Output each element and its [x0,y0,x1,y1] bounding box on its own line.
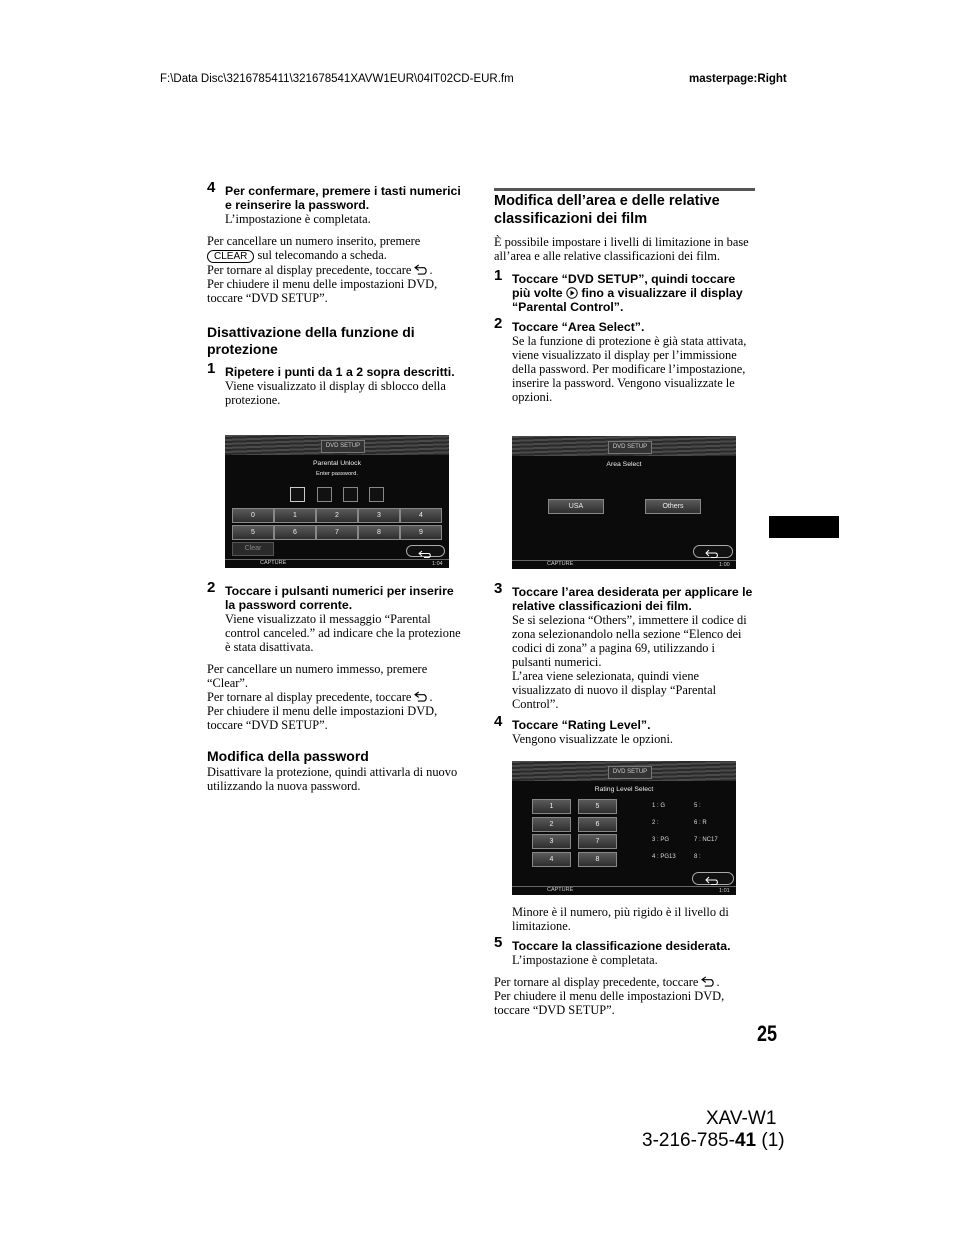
step-instruction [512,272,756,314]
note-text: sul telecomando a scheda. [257,248,387,262]
screen-footer-line [512,560,736,561]
password-box [343,487,358,502]
note-clear-2 [207,662,467,732]
note-text: Per chiudere il menu delle impostazioni DVD, toccare “DVD SETUP”. [207,704,438,732]
right-column-lower [494,905,756,1017]
time-label: 1:01 [719,888,730,894]
rating-label: 2 : [652,820,659,826]
rating-button-2[interactable]: 2 [532,817,571,832]
rating-label: 5 : [694,803,701,809]
product-code [642,1130,785,1152]
screen-footer-line [512,886,736,887]
clear-button[interactable]: Clear [232,542,274,556]
code-part: 3-216-785- [642,1130,735,1151]
screen-subtitle: Enter password. [316,471,358,477]
section-thumb-tab [769,516,839,538]
step-result: L’impostazione è completata. [225,212,371,226]
note-text: . [716,975,720,989]
screen-footer-line [225,559,449,560]
password-box [290,487,305,502]
note-text: Per tornare al display precedente, toccare [207,690,412,704]
left-column-lower [207,579,467,793]
rating-label: 6 : R [694,820,707,826]
step-result: Se si seleziona “Others”, immettere il codice di zona selezionandolo nella sezione “Elenco dei codici di zona” a pagina 69, utilizzando i pulsanti numerici. [512,613,747,669]
back-button[interactable] [406,545,445,557]
rating-button-8[interactable]: 8 [578,852,617,867]
others-button[interactable]: Others [645,499,701,514]
step-1 [207,360,467,407]
capture-label: CAPTURE [547,561,574,567]
code-part: 41 [734,1130,757,1151]
key-3[interactable]: 3 [358,508,400,523]
dvd-setup-tab[interactable]: DVD SETUP [608,441,652,454]
return-icon [414,691,429,702]
step-number: 4 [207,179,216,196]
step-text: Toccare “DVD SETUP”, quindi toccare più volte [512,272,736,300]
section-title: Disattivazione della funzione di protezione [207,324,415,357]
back-button[interactable] [693,545,733,558]
key-8[interactable]: 8 [358,525,400,540]
key-4[interactable]: 4 [400,508,442,523]
step-number: 1 [494,267,503,284]
password-box [369,487,384,502]
step-4 [207,179,467,226]
step-result: Viene visualizzato il messaggio “Parental control canceled.” ad indicare che la protezione è stata disattivata. [225,612,461,654]
step-result: L’impostazione è completata. [512,953,658,967]
file-path: F:\Data Disc\3216785411\321678541XAVW1EUR\04IT02CD-EUR.fm [160,73,514,85]
right-column-middle [494,580,756,746]
step-result: Viene visualizzato il display di sblocco della protezione. [225,379,446,407]
return-icon [693,875,733,886]
back-button[interactable] [692,872,734,885]
note-text: Per chiudere il menu delle impostazioni DVD, toccare “DVD SETUP”. [207,277,438,305]
return-icon [407,549,444,559]
masterpage-label: masterpage:Right [689,73,787,85]
step-number: 2 [494,315,503,332]
key-7[interactable]: 7 [316,525,358,540]
note-text: . [429,690,433,704]
rating-note: Minore è il numero, più rigido è il livello di limitazione. [512,905,729,933]
note-text: . [429,263,433,277]
step-instruction: Ripetere i punti da 1 a 2 sopra descritti. [225,365,455,379]
rating-button-6[interactable]: 6 [578,817,617,832]
note-text: Per cancellare un numero inserito, premere [207,234,421,248]
rating-label: 8 : [694,854,701,860]
step-number: 1 [207,360,216,377]
model-name: XAV-W1 [706,1108,777,1129]
usa-button[interactable]: USA [548,499,604,514]
step-instruction: Toccare l’area desiderata per applicare le relative classificazioni dei film. [512,585,753,613]
capture-label: CAPTURE [547,887,574,893]
key-9[interactable]: 9 [400,525,442,540]
password-box [317,487,332,502]
key-2[interactable]: 2 [316,508,358,523]
step-4 [494,713,756,746]
section-title: Modifica della password [207,748,369,764]
left-column [207,179,467,407]
time-label: 1:00 [719,562,730,568]
screen-title: Area Select [606,461,642,468]
capture-label: CAPTURE [260,560,287,566]
screen-title: Rating Level Select [594,786,654,793]
rating-button-3[interactable]: 3 [532,834,571,849]
code-part: (1) [756,1130,785,1151]
key-0[interactable]: 0 [232,508,274,523]
step-instruction: Toccare “Rating Level”. [512,718,651,732]
step-5 [494,934,756,967]
note-text: Per tornare al display precedente, toccare [494,975,699,989]
step-number: 5 [494,934,503,951]
rating-button-7[interactable]: 7 [578,834,617,849]
note-text: Per tornare al display precedente, toccare [207,263,412,277]
area-select-screen [512,436,736,569]
step-instruction: Per confermare, premere i tasti numerici e reinserire la password. [225,184,461,212]
key-5[interactable]: 5 [232,525,274,540]
key-6[interactable]: 6 [274,525,316,540]
step-instruction: Toccare la classificazione desiderata. [512,939,731,953]
clear-key-icon: CLEAR [207,250,254,263]
step-number: 2 [207,579,216,596]
rating-button-1[interactable]: 1 [532,799,571,814]
step-instruction: Toccare i pulsanti numerici per inserire la password corrente. [225,584,454,612]
time-label: 1:04 [432,561,443,567]
key-1[interactable]: 1 [274,508,316,523]
rating-level-screen [512,761,736,895]
parental-unlock-screen [225,435,449,568]
step-result: Vengono visualizzate le opzioni. [512,732,674,746]
rating-label: 4 : PG13 [652,854,676,860]
section-rule [494,188,755,191]
step-2 [494,315,756,404]
section-title: Modifica dell’area e delle relative classificazioni dei film [494,193,720,227]
rating-label: 1 : G [652,803,666,809]
screen-title: Parental Unlock [313,460,361,467]
note-text: Per chiudere il menu delle impostazioni DVD, toccare “DVD SETUP”. [494,989,725,1017]
step-result: L’area viene selezionata, quindi viene visualizzato di nuovo il display “Parental Control”. [512,669,717,711]
rating-label: 7 : NC17 [694,837,718,843]
intro-text: È possibile impostare i livelli di limitazione in base all’area e alle relative classificazioni dei film. [494,235,749,263]
step-number: 3 [494,580,503,597]
step-instruction: Toccare “Area Select”. [512,320,645,334]
step-number: 4 [494,713,503,730]
return-icon [414,264,429,275]
step-result: Se la funzione di protezione è già stata attivata, viene visualizzato il display per l’immissione della password. Per modificare l’impostazione, inserire la password. Vengono visualizzate le opzioni. [512,334,747,404]
note-clear [207,234,467,305]
return-icon [701,976,716,987]
step-1 [494,267,756,314]
return-icon [694,548,732,559]
rating-button-4[interactable]: 4 [532,852,571,867]
dvd-setup-tab[interactable]: DVD SETUP [321,440,365,453]
rating-button-5[interactable]: 5 [578,799,617,814]
step-text: fino a visualizzare il display “Parental Control”. [512,286,743,314]
section-text: Disattivare la protezione, quindi attivarla di nuovo utilizzando la nuova password. [207,764,458,793]
right-column [494,193,756,404]
rating-label: 3 : PG [652,837,670,843]
step-3 [494,580,756,711]
note-text: Per cancellare un numero immesso, premere “Clear”. [207,662,428,690]
note-return [494,975,756,1017]
play-circle-icon [566,287,578,299]
dvd-setup-tab[interactable]: DVD SETUP [608,766,652,779]
page-number: 25 [757,1021,778,1046]
step-2 [207,579,467,654]
